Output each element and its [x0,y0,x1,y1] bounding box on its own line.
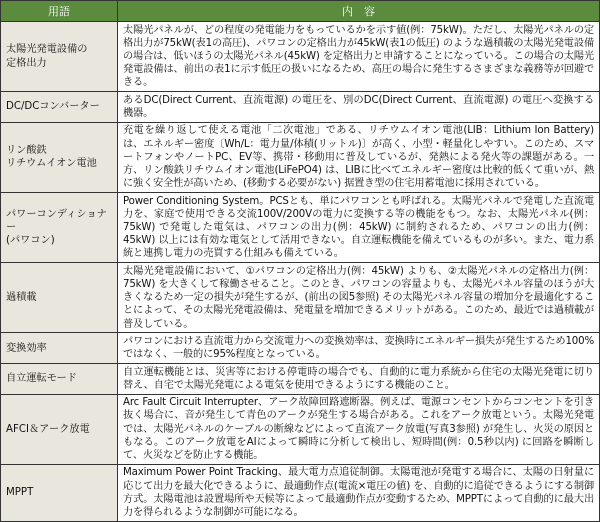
description-cell: 太陽光発電設備において、①パワコンの定格出力(例：45kW) よりも、②太陽光パネルの定格出力(例：75kW) を大きくして稼働させること。このとき、パワコンの容量よりも、太陽光パネル容量のほうが大きくなるため一定の損失が発生するが、(前出の図5参照) その太陽光パネル容量の増加分を最適化することによって、その太陽光発電設備は、発電量を増加できるメリットがある。このため、最近では過積載が普及している。 [118,263,600,333]
table-row [1,193,600,263]
description-cell: パワコンにおける直流電力から交流電力への変換効率は、変換時にエネルギー損失が発生するため100%ではなく、一般的に95%程度となっている。 [118,333,600,364]
table-row [1,122,600,192]
term-cell: リン酸鉄 リチウムイオン電池 [1,122,118,192]
term-cell: 変換効率 [1,333,118,364]
table-row [1,263,600,333]
term-cell: パワーコンディショナー (パワコン) [1,193,118,263]
term-cell: 太陽光発電設備の 定格出力 [1,22,118,92]
table-row [1,464,600,521]
description-cell: Maximum Power Point Tracking、最大電力点追従制御。太陽電池が発電する場合に、太陽の日射量に応じて出力を最大化できるように、最適動作点(電流×電圧の値) を、自動的に追従できるようにする制御方式。太陽電池は設置場所や天候等によって最適動作点が変動するため、MPPTによって自動的に最大出力を得られるような制御が可能になる。 [118,464,600,521]
table-row [1,333,600,364]
description-cell: あるDC(Direct Current、直流電源) の電圧を、別のDC(Direct Current、直流電源) の電圧へ変換する機器。 [118,92,600,123]
description-cell: 自立運転機能とは、災害等における停電時の場合でも、自動的に電力系統から住宅の太陽光発電に切り替え、自宅で太陽光発電による電気を使用できるようにする機能のこと。 [118,364,600,395]
term-cell: DC/DCコンバーター [1,92,118,123]
description-cell: Arc Fault Circuit Interrupter、アーク故障回路遮断器。例えば、電源コンセントからコンセントを引き抜く場合に、音が発生して青色のアークが発生する場合がある。これをアーク放電という。太陽光発電では、太陽光パネルのケーブルの断線などによって直流アーク放電(写真3参照) が発生し、火災の原因ともなる。このアーク放電をAIによって瞬時に分析して検出し、短時間(例：0.5秒以内) に回路を瞬断して、火災などを防止する機能。 [118,394,600,464]
table-row [1,364,600,395]
header-content: 内 容 [118,1,600,22]
description-cell: 太陽光パネルが、どの程度の発電能力をもっているかを示す値(例：75kW)。ただし、太陽光パネルの定格出力が75kW(表1の高圧)、パワコンの定格出力が45kW(表1の低圧) のような過積載の太陽光発電設備の場合は、低いほうの太陽光パネル(45kW) を定格出力と申請することになっている。この場合の太陽光発電設備は、前出の表1に示す低圧の扱いになるため、高圧の場合に発生するさまざまな義務等が回避できる。 [118,22,600,92]
table-row [1,394,600,464]
header-row [1,1,600,22]
description-cell: 充電を繰り返して使える電池「二次電池」である、リチウムイオン電池(LIB：Lithium Ion Battery) は、エネルギー密度〔Wh/L：電力量/体積(リットル)〕が高く、小型・軽量化しやすい。このため、スマートフォンやノートPC、EV等、携帯・移動用に普及しているが、発熱による発火等の課題がある。一方、リン酸鉄リチウムイオン電池(LiFePO4) は、LIBに比べてエネルギー密度は比較的低くて重いが、熱に強く安全性が高いため、(移動する必要がない) 据置き型の住宅用蓄電池に採用されている。 [118,122,600,192]
header-term: 用語 [1,1,118,22]
term-cell: MPPT [1,464,118,521]
table-row [1,92,600,123]
term-cell: 自立運転モード [1,364,118,395]
term-cell: AFCI＆アーク放電 [1,394,118,464]
description-cell: Power Conditioning System。PCSとも、単にパワコンとも呼ばれる。太陽光パネルで発電した直流電力を、家庭で使用できる交流100V/200Vの電力に変換する等の機能をもつ。なお、太陽光パネル(例：75kW) で発電した電気は、パワコンの出力(例：45kW) に制約されるため、パワコンの出力(例：45kW) 以上には有効な電気として活用できない。自立運転機能を備えているものが多い。また、電力系統と連携し電力の売買する仕組みも備えている。 [118,193,600,263]
table-row [1,22,600,92]
term-cell: 過積載 [1,263,118,333]
